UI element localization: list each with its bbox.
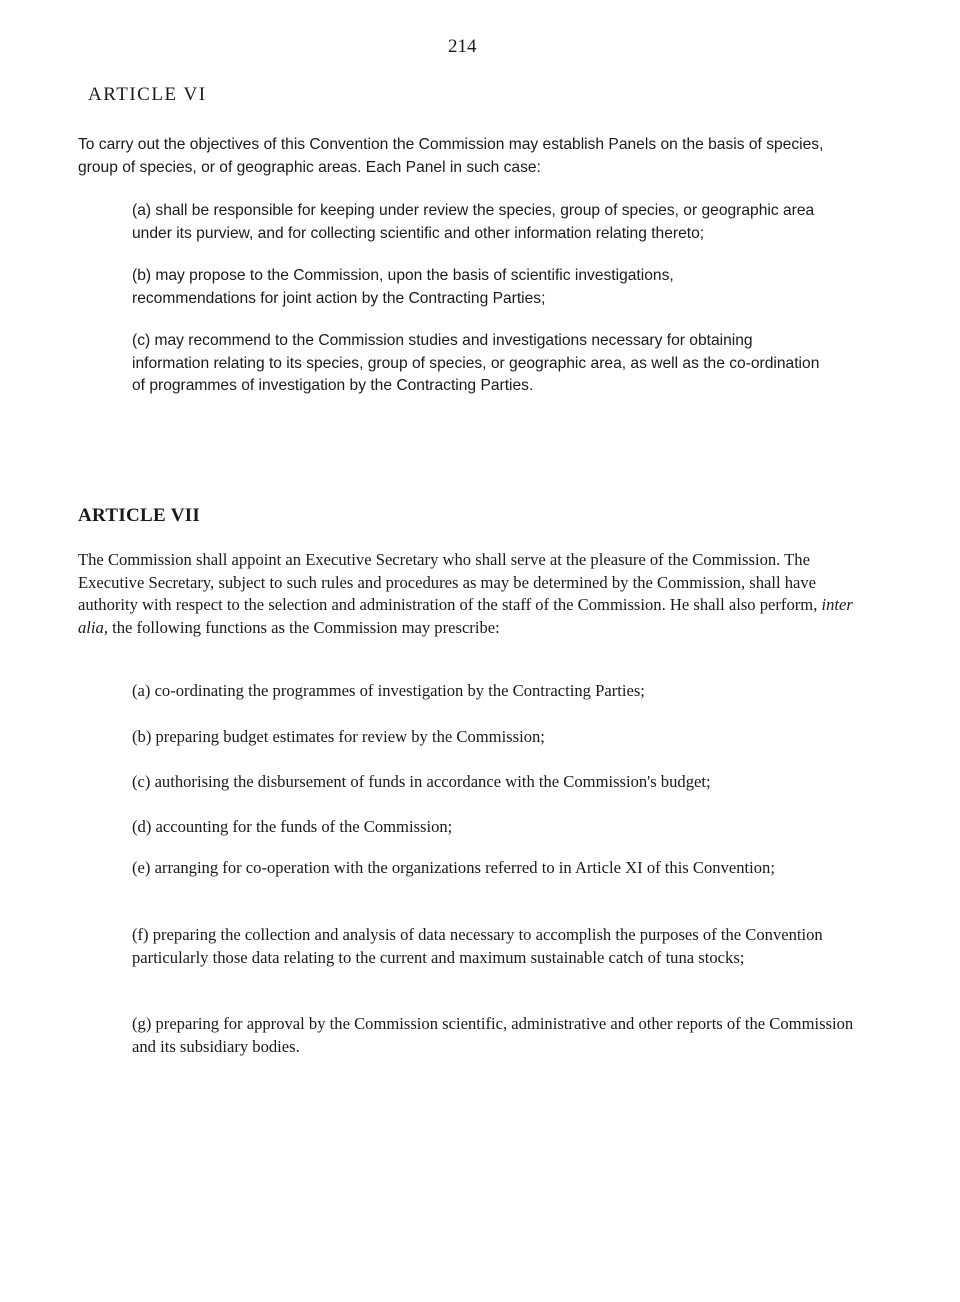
article-vii-item-g: (g) preparing for approval by the Commission scientific, administrative and other reports of the Commission and its subsidiary bodies. bbox=[132, 1014, 854, 1056]
article-vii-item-a: (a) co-ordinating the programmes of investigation by the Contracting Parties; bbox=[132, 681, 645, 700]
page-number: 214 bbox=[448, 36, 477, 57]
article-vii-item-b: (b) preparing budget estimates for review by the Commission; bbox=[132, 727, 545, 746]
article-vi-item-b: (b) may propose to the Commission, upon the basis of scientific investigations, recommendations for joint action by the Contracting Parties; bbox=[132, 267, 674, 307]
article-vii-intro-text: The Commission shall appoint an Executive Secretary who shall serve at the pleasure of the Commission. The Executive Secretary, subject to such rules and procedures as may be determined by the Commission, shall have authority with respect to the selection and administration of the staff of the Commission. He shall also perform, bbox=[78, 550, 818, 614]
article-vi-intro: To carry out the objectives of this Convention the Commission may establish Panels on the basis of species, group of species, or of geographic areas. Each Panel in such case: bbox=[78, 136, 824, 176]
article-vii-item-d: (d) accounting for the funds of the Commission; bbox=[132, 817, 453, 836]
article-vii-heading: ARTICLE VII bbox=[78, 505, 201, 526]
article-vi-item-c: (c) may recommend to the Commission studies and investigations necessary for obtaining information relating to its species, group of species, or geographic area, as well as the co-ordination of programmes of investigation by the Contracting Parties. bbox=[132, 332, 820, 394]
article-vii-intro-italic: inter alia, bbox=[78, 595, 853, 637]
article-vii-item-f: (f) preparing the collection and analysis of data necessary to accomplish the purposes of the Convention particularly those data relating to the current and maximum sustainable catch of tuna stocks; bbox=[132, 925, 823, 967]
article-vii-intro-text-end: the following functions as the Commission may prescribe: bbox=[112, 617, 500, 637]
article-vi-item-a: (a) shall be responsible for keeping under review the species, group of species, or geographic area under its purview, and for collecting scientific and other information relating thereto; bbox=[132, 202, 815, 242]
article-vii-item-e: (e) arranging for co-operation with the organizations referred to in Article XI of this Convention; bbox=[132, 858, 775, 877]
article-vi-heading: ARTICLE VI bbox=[88, 84, 207, 105]
article-vii-item-c: (c) authorising the disbursement of funds in accordance with the Commission's budget; bbox=[132, 772, 711, 791]
article-vii-intro bbox=[78, 549, 868, 639]
